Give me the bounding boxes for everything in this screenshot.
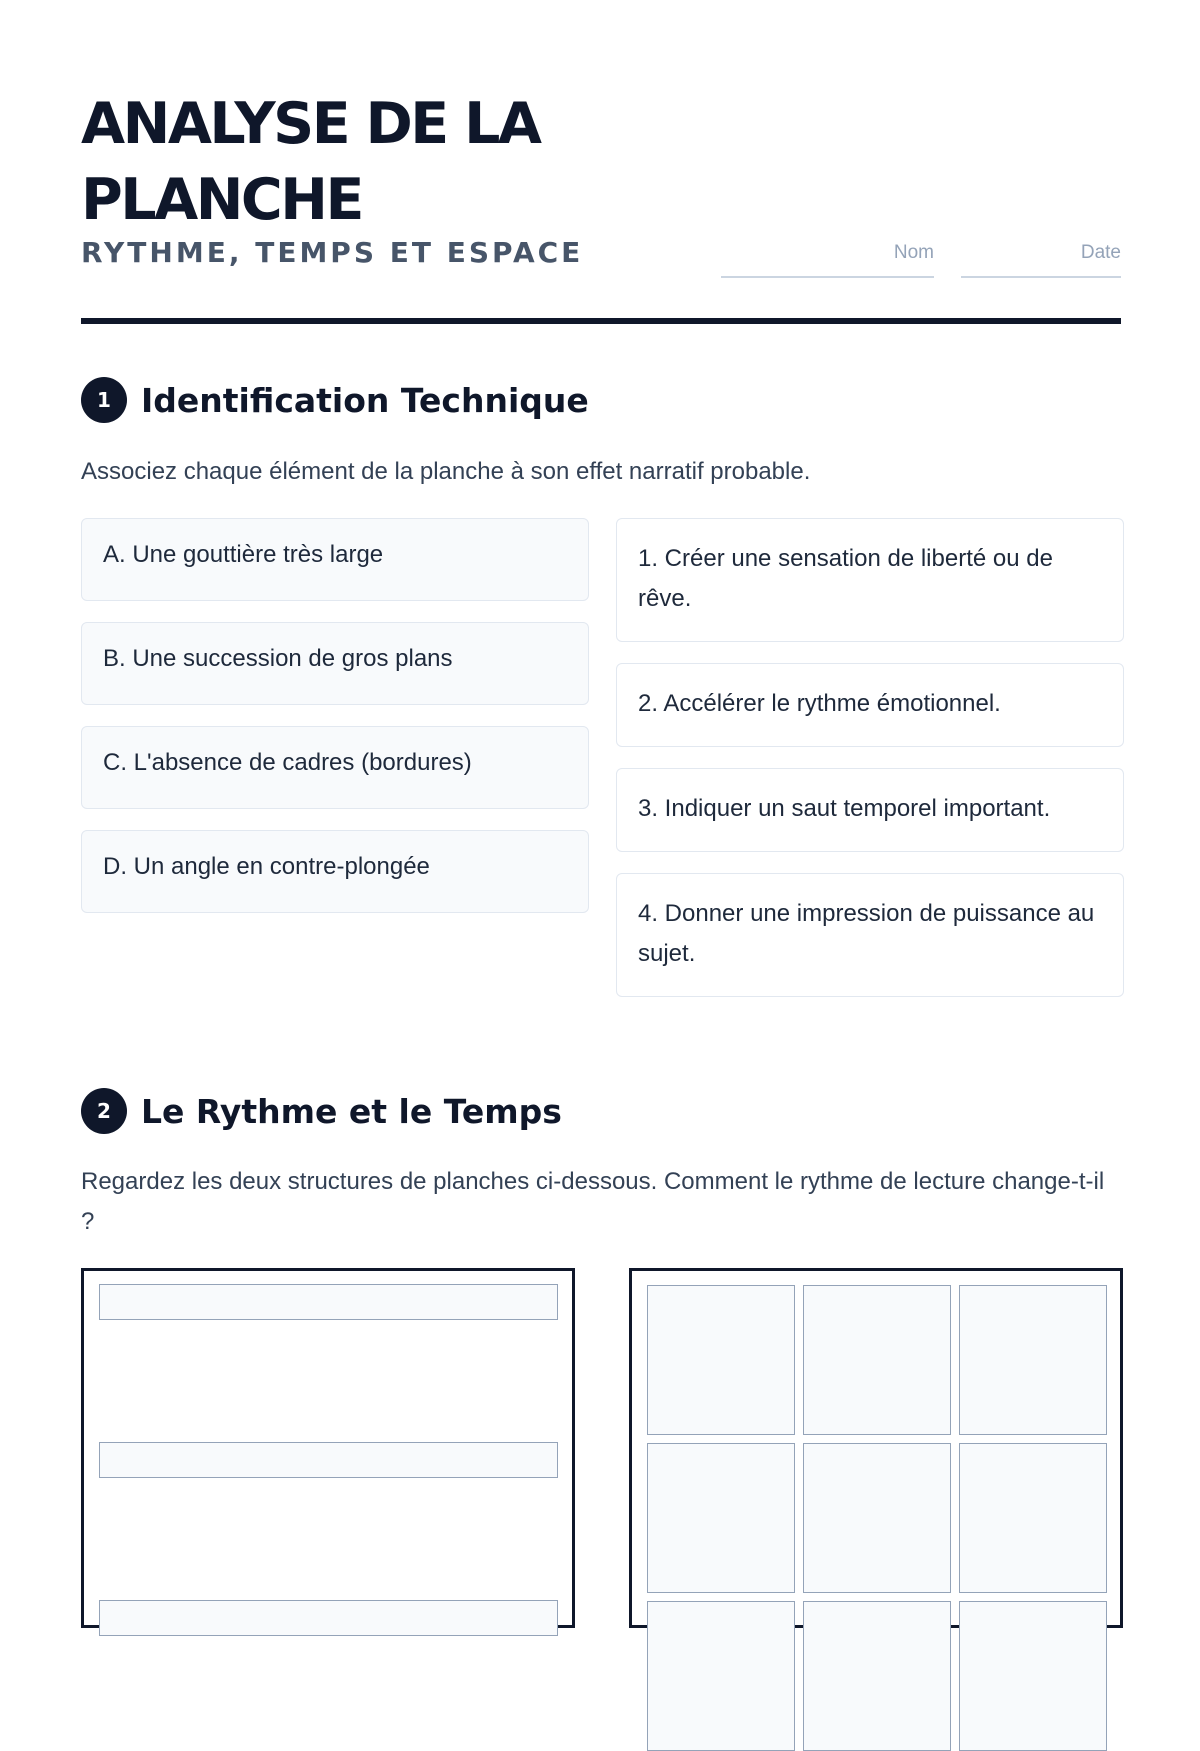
effect-card-1[interactable]: 1. Créer une sensation de liberté ou de rêve. (616, 518, 1124, 642)
name-field[interactable] (721, 242, 934, 278)
page-subtitle: RYTHME, TEMPS ET ESPACE (81, 236, 584, 269)
grid-panel (647, 1601, 795, 1751)
element-card-a[interactable]: A. Une gouttière très large (81, 518, 589, 601)
grid-panel (959, 1285, 1107, 1435)
element-card-c[interactable]: C. L'absence de cadres (bordures) (81, 726, 589, 809)
section-2-instruction: Regardez les deux structures de planches ci-dessous. Comment le rythme de lecture change-t-il ? (81, 1168, 1105, 1235)
wide-panel (99, 1284, 558, 1320)
layout-diagram-grid (629, 1268, 1123, 1628)
wide-panel (99, 1442, 558, 1478)
grid-panel (959, 1601, 1107, 1751)
grid-panel (959, 1443, 1107, 1593)
header-divider (81, 318, 1121, 324)
section-2-title: Le Rythme et le Temps (141, 1091, 562, 1131)
element-card-d[interactable]: D. Un angle en contre-plongée (81, 830, 589, 913)
element-card-b[interactable]: B. Une succession de gros plans (81, 622, 589, 705)
section-1-instruction: Associez chaque élément de la planche à son effet narratif probable. (81, 458, 811, 485)
effect-card-3[interactable]: 3. Indiquer un saut temporel important. (616, 768, 1124, 852)
elements-column (81, 518, 589, 934)
layout-diagram-wide-strips (81, 1268, 575, 1628)
section-1-title: Identification Technique (141, 380, 589, 420)
effects-column (616, 518, 1124, 1018)
section-1-header (81, 377, 589, 423)
grid-panel (647, 1443, 795, 1593)
effect-card-4[interactable]: 4. Donner une impression de puissance au sujet. (616, 873, 1124, 997)
date-label: Date (1080, 242, 1121, 263)
grid-panel (647, 1285, 795, 1435)
grid-panel (803, 1285, 951, 1435)
page-title: ANALYSE DE LA PLANCHE (81, 91, 540, 233)
section-2-header (81, 1088, 562, 1134)
grid-panel (803, 1601, 951, 1751)
section-2-number-badge: 2 (81, 1088, 127, 1134)
effect-card-2[interactable]: 2. Accélérer le rythme émotionnel. (616, 663, 1124, 747)
wide-panel (99, 1600, 558, 1636)
section-1-number-badge: 1 (81, 377, 127, 423)
grid-panel (803, 1443, 951, 1593)
name-label: Nom (893, 242, 934, 263)
date-field[interactable] (961, 242, 1121, 278)
